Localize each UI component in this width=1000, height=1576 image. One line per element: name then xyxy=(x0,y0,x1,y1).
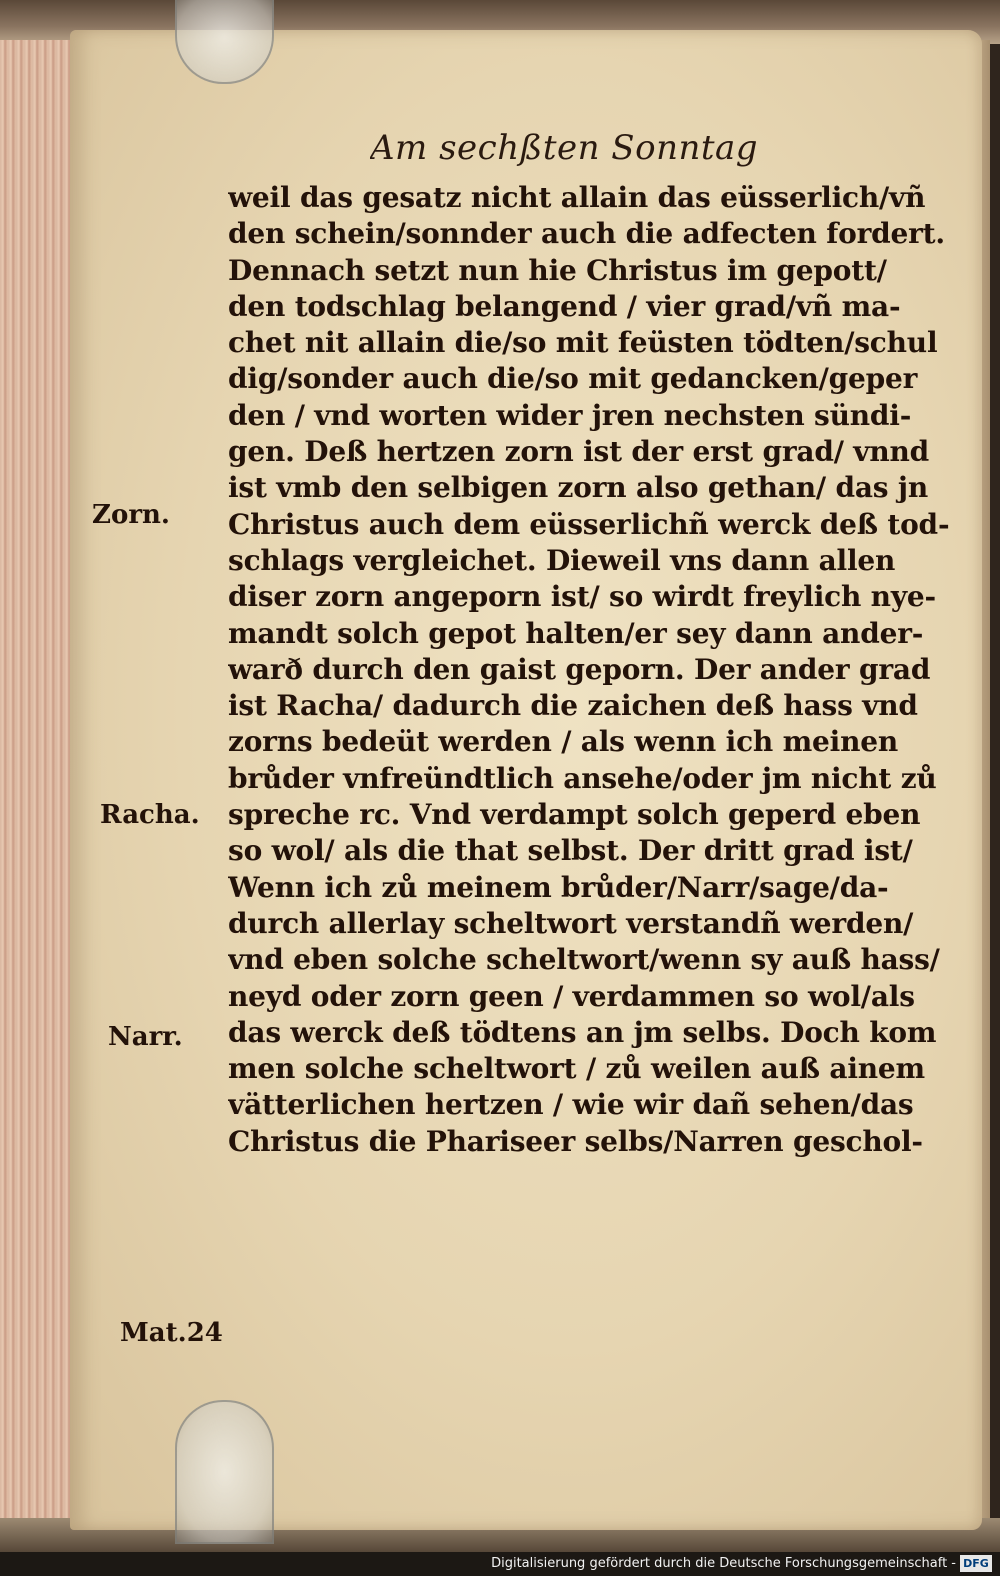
text-line: Dennach setzt nun hie Christus im gepott/ xyxy=(228,253,887,287)
page-text xyxy=(228,180,958,1160)
book-fore-edge xyxy=(0,40,80,1520)
text-line: spreche rc. Vnd verdampt solch geperd eben xyxy=(228,798,921,832)
text-line: durch allerlay scheltwort verstandñ werden/ xyxy=(228,906,914,940)
text-line: schlags vergleichet. Dieweil vns dann allen xyxy=(228,543,896,577)
text-line: ist Racha/ dadurch die zaichen deß hass vnd xyxy=(228,689,918,723)
margin-note-narr: Narr. xyxy=(108,1022,183,1052)
text-line: ist vmb den selbigen zorn also gethan/ das jn xyxy=(228,471,929,505)
text-line: gen. Deß hertzen zorn ist der erst grad/ vnnd xyxy=(228,435,930,469)
text-line: den todschlag belangend / vier grad/vñ ma- xyxy=(228,289,901,323)
dfg-logo: DFG xyxy=(960,1555,992,1572)
text-line: neyd oder zorn geen / verdammen so wol/als xyxy=(228,979,915,1013)
text-line: Christus auch dem eüsserlichñ werck deß tod- xyxy=(228,507,950,541)
text-line: weil das gesatz nicht allain das eüsserlich/vñ xyxy=(228,181,926,214)
text-line: mandt solch gepot halten/er sey dann ander- xyxy=(228,616,924,650)
text-line: diser zorn angeporn ist/ so wirdt freylich nye- xyxy=(228,580,936,614)
text-line: vätterlichen hertzen / wie wir dañ sehen/das xyxy=(228,1088,914,1122)
page-clip-bottom xyxy=(175,1400,274,1544)
text-line: den schein/sonnder auch die adfecten fordert. xyxy=(228,217,945,251)
text-line: brůder vnfreündtlich ansehe/oder jm nicht zů xyxy=(228,761,937,795)
text-line: das werck deß tödtens an jm selbs. Doch kom xyxy=(228,1015,937,1049)
text-line: warð durch den gaist geporn. Der ander grad xyxy=(228,652,931,686)
margin-note-racha: Racha. xyxy=(100,800,200,830)
text-line: dig/sonder auch die/so mit gedancken/geper xyxy=(228,362,918,396)
text-line: Wenn ich zů meinem brůder/Narr/sage/da- xyxy=(228,870,889,904)
margin-note-mat: Mat.24 xyxy=(120,1318,223,1348)
text-line: chet nit allain die/so mit feüsten tödten/schul xyxy=(228,326,938,360)
running-header: Am sechßten Sonntag xyxy=(370,128,759,168)
margin-note-zorn: Zorn. xyxy=(92,500,170,530)
text-line: vnd eben solche scheltwort/wenn sy auß hass/ xyxy=(228,943,940,977)
text-line: den / vnd worten wider jren nechsten sündi- xyxy=(228,398,912,432)
text-line: Christus die Phariseer selbs/Narren geschol- xyxy=(228,1124,923,1158)
text-line: men solche scheltwort / zů weilen auß ainem xyxy=(228,1052,925,1086)
funding-credit: Digitalisierung gefördert durch die Deutsche Forschungsgemeinschaft - xyxy=(491,1556,956,1571)
text-line: zorns bedeüt werden / als wenn ich meinen xyxy=(228,725,899,759)
text-line: so wol/ als die that selbst. Der dritt grad ist/ xyxy=(228,834,913,868)
